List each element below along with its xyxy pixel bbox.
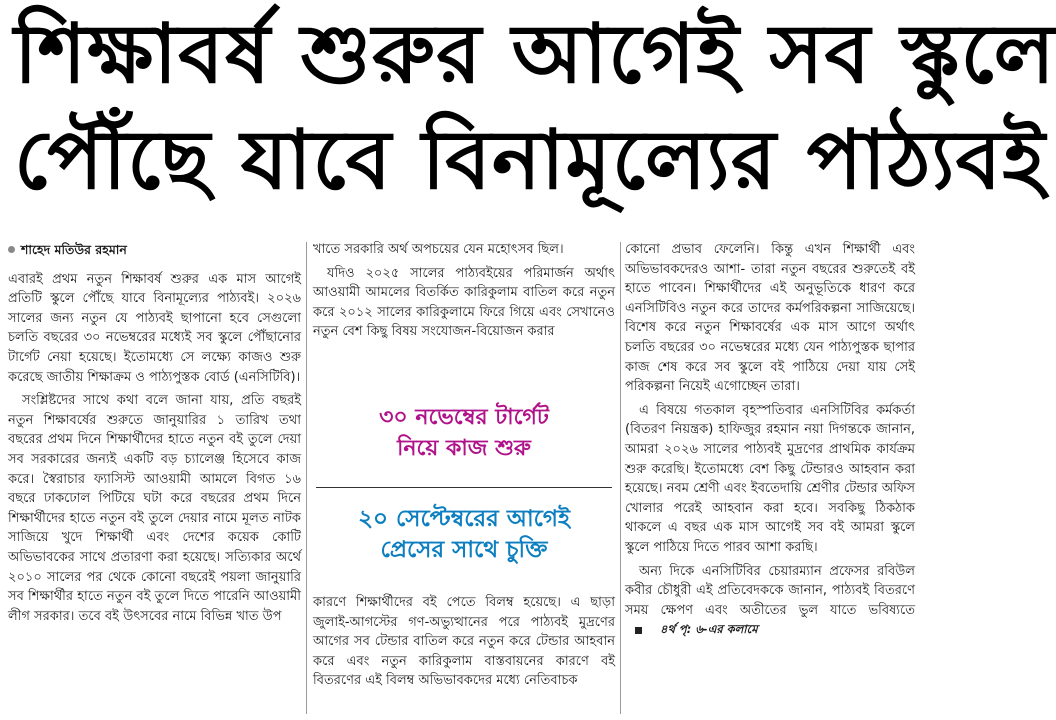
article-column-3: [625, 240, 915, 644]
paragraph: এবারই প্রথম নতুন শিক্ষাবর্ষ শুরুর এক মাস আগেই প্রতিটি স্কুলে পৌঁছে যাবে বিনামূল্যের পাঠ্যবই। ২০২৬ সালের জন্য নতুন যে পাঠ্যবই ছাপানো হবে সেগুলো চলতি বছরের ৩০ নভেম্বরের মধ্যেই সব স্কুলে পৌঁছানোর টার্গেট নেয়া হয়েছে। ইতোমধ্যে সে লক্ষ্যে কাজও শুরু করেছে জাতীয় শিক্ষাক্রম ও পাঠ্যপুস্তক বোর্ড (এনসিটিবি)।: [8, 271, 301, 385]
paragraph: কারণে শিক্ষার্থীদের বই পেতে বিলম্ব হয়েছে। এ ছাড়া জুলাই-আগস্টের গণ-অভ্যুত্থানের পরে পাঠ্যবই মুদ্রণের আগের সব টেন্ডার বাতিল করে নতুন করে টেন্ডার আহবান করে এবং নতুন কারিকুলাম বাস্তবায়নের কারণে বই বিতরণের এই বিলম্ব অভিভাবকদের মধ্যে নেতিবাচক: [313, 595, 615, 689]
subheading-target: [313, 402, 615, 464]
author-name: শাহেদ মতিউর রহমান: [21, 242, 127, 257]
byline: [8, 240, 301, 260]
article-column-1: [8, 240, 301, 630]
headline: [0, 0, 1056, 226]
square-bullet-icon: [635, 627, 642, 634]
continued-on-page[interactable]: [635, 620, 758, 640]
paragraph: [625, 562, 915, 641]
bullet-icon: [8, 246, 15, 253]
headline-line-2: পৌঁছে যাবে বিনামূল্যের পাঠ্যবই: [14, 113, 1046, 208]
column-divider: [620, 242, 621, 714]
subheading-contract: [313, 504, 615, 566]
paragraph-text: অন্য দিকে এনসিটিবির চেয়ারম্যান প্রফেসর রবিউল কবীর চৌধুরী এই প্রতিবেদককে জানান, পাঠ্যবই বিতরণে সময় ক্ষেপণ এবং অতীতের ভুল যাতে ভবিষ্যতে: [625, 563, 915, 618]
paragraph: কোনো প্রভাব ফেলেনি। কিন্তু এখন শিক্ষার্থী এবং অভিভাবকদেরও আশা- তারা নতুন বছরের শুরুতেই বই হাতে পাবেন। শিক্ষার্থীদের এই অনুভূতিকে ধারণ করে এনসিটিবিও নতুন করে তাদের কর্মপরিকল্পনা সাজিয়েছে। বিশেষ করে নতুন শিক্ষাবর্ষের এক মাস আগে অর্থাৎ চলতি বছরের ৩০ নভেম্বরের মধ্যে যেন পাঠ্যপুস্তক ছাপার কাজ শেষ করে সব স্কুলে বই পাঠিয়ে দেয়া যায় সেই পরিকল্পনা নিয়েই এগোচ্ছেন তারা।: [625, 242, 915, 395]
headline-line-1: শিক্ষাবর্ষ শুরুর আগেই সব স্কুলে: [14, 7, 1056, 102]
paragraph: খাতে সরকারি অর্থ অপচয়ের যেন মহোৎসব ছিল।: [313, 242, 564, 257]
continued-label: ৪র্থ পৃ: ৬-এর কলামে: [660, 622, 758, 637]
subheading-divider: [316, 487, 612, 488]
subheading-line: ২০ সেপ্টেম্বরের আগেই: [358, 506, 570, 532]
subheading-line: নিয়ে কাজ শুরু: [397, 436, 531, 461]
subheading-line: প্রেসের সাথে চুক্তি: [380, 537, 548, 563]
paragraph: সংশ্লিষ্টদের সাথে কথা বলে জানা যায়, প্রতি বছরই নতুন শিক্ষাবর্ষের শুরুতে জানুয়ারির ১ তারিখ তথা বছরের প্রথম দিনে শিক্ষার্থীদের হাতে নতুন বই তুলে দেয়া সব সরকারের জন্যই একটি বড় চ্যালেঞ্জ হিসেবে কাজ করে। স্বৈরাচার ফ্যাসিস্ট আওয়ামী আমলে বিগত ১৬ বছরে ঢাকঢোল পিটিয়ে ঘটা করে বছরের প্রথম দিনে শিক্ষার্থীদের হাতে নতুন বই তুলে দেয়ার নামে মূলত নাটক সাজিয়ে খুদে শিক্ষার্থী এবং দেশের কয়েক কোটি অভিভাবকের সাথে প্রতারণা করা হয়েছে। সত্যিকার অর্থে ২০১০ সালের পর থেকে কোনো বছরেই পয়লা জানুয়ারি সব শিক্ষার্থীর হাতে নতুন বই তুলে দিতে পারেনি আওয়ামী লীগ সরকার। তবে বই উৎসবের নামে বিভিন্ন খাত উপ: [8, 393, 301, 624]
paragraph: এ বিষয়ে গতকাল বৃহস্পতিবার এনসিটিবির কর্মকর্তা (বিতরণ নিয়ন্ত্রক) হাফিজুর রহমান নয়া দিগন্তকে জানান, আমরা ২০২৬ সালের পাঠ্যবই মুদ্রণের প্রাথমিক কার্যক্রম শুরু করেছি। ইতোমধ্যে বেশ কিছু টেন্ডারও আহবান করা হয়েছে। নবম শ্রেণী এবং ইবতেদায়ি শ্রেণীর টেন্ডার অফিস খোলার পরেই আহবান করা হবে। সবকিছু ঠিকঠাক থাকলে এ বছর এক মাস আগেই সব বই আমরা স্কুলে স্কুলে পাঠিয়ে দিতে পারব আশা করছি।: [625, 402, 915, 555]
paragraph: যদিও ২০২৫ সালের পাঠ্যবইয়ের পরিমার্জন অর্থাৎ আওয়ামী আমলের বিতর্কিত কারিকুলাম বাতিল করে নতুন করে ২০১২ সালের কারিকুলামে ফিরে গিয়ে এবং সেখানেও নতুন বেশ কিছু বিষয় সংযোজন-বিয়োজন করার: [313, 265, 615, 340]
column-divider: [306, 242, 307, 714]
subheading-line: ৩০ নভেম্বের টার্গেট: [379, 405, 549, 430]
article-column-2: [313, 240, 615, 346]
article-column-2-continued: [313, 593, 615, 695]
